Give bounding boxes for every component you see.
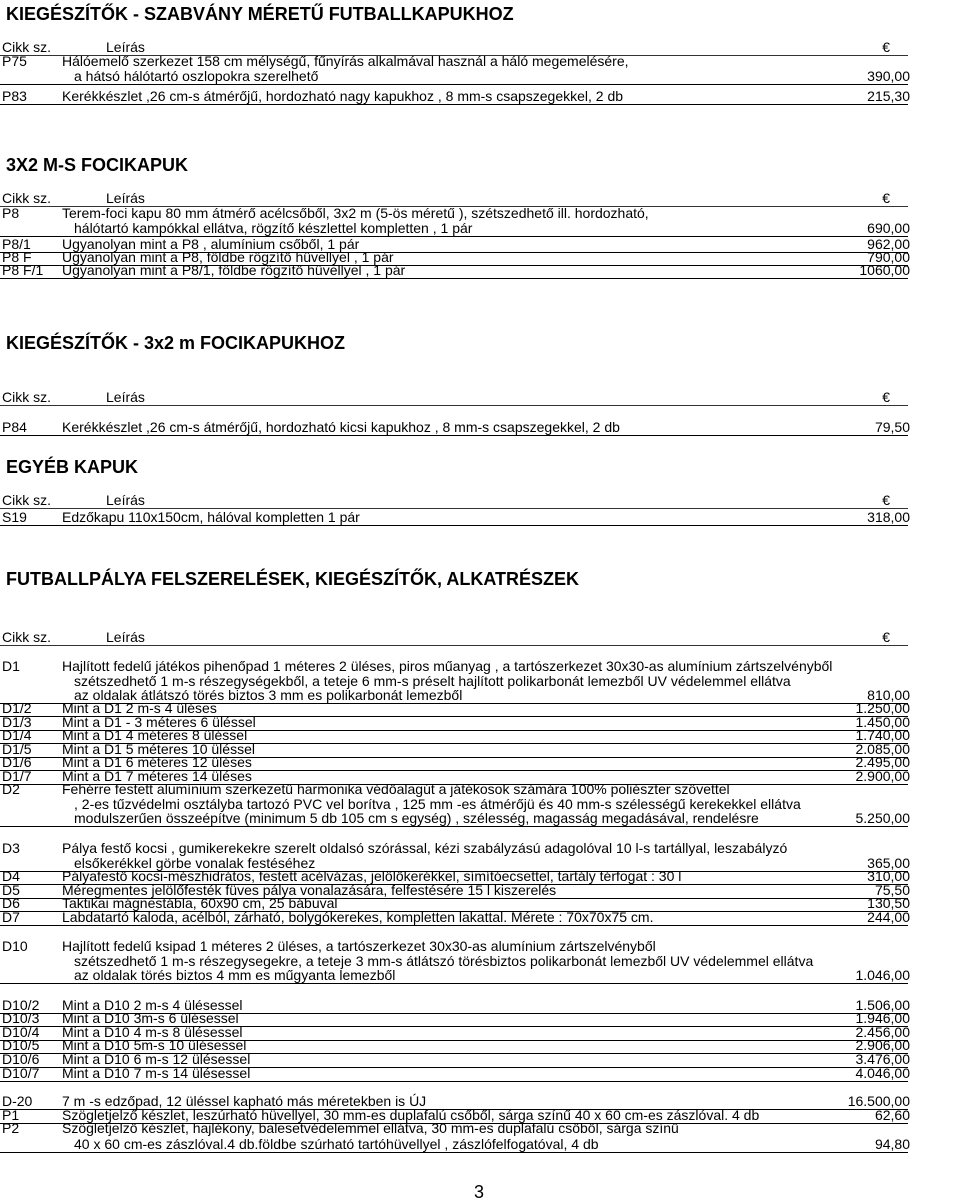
item-price: 310,00 [867, 868, 910, 884]
page-number: 3 [474, 1182, 485, 1202]
item-price: 1060,00 [859, 262, 910, 278]
row-divider [0, 525, 908, 526]
item-code: P8/1 [2, 236, 31, 252]
column-header-code: Cikk sz. [2, 190, 51, 206]
column-header-description: Leírás [106, 39, 145, 55]
item-price: 690,00 [867, 220, 910, 236]
item-code: P75 [2, 53, 27, 69]
row-divider [0, 84, 908, 85]
row-divider [0, 104, 908, 105]
item-price: 130,50 [867, 895, 910, 911]
item-description-line: Pályafestő kocsi-mészhidrátos, festett acélvázas, jelölőkerékkel, símítóecsettel, tartály térfogat : 30 l [62, 868, 682, 884]
item-code: D4 [2, 868, 20, 884]
row-divider [0, 983, 908, 984]
currency-symbol: € [882, 629, 890, 645]
item-code: D10/6 [2, 1051, 40, 1067]
item-price: 1.450,00 [855, 714, 910, 730]
column-header-description: Leírás [106, 492, 145, 508]
item-price: 2.906,00 [855, 1037, 910, 1053]
item-description-line: Ugyanolyan mint a P8, földbe rögzítő hüvellyel , 1 pár [62, 249, 394, 265]
item-description-line: az oldalak törés biztos 4 mm es műgyanta lemezből [74, 967, 396, 983]
item-code: D10/3 [2, 1010, 40, 1026]
item-code: D10/4 [2, 1024, 40, 1040]
item-code: P8 F [2, 249, 32, 265]
item-description-line: Mint a D10 6 m-s 12 ülésessel [62, 1051, 251, 1067]
item-description-line: modulszerűen összeépítve (minimum 5 db 105 cm s egység) , szélesség, magasság megadásával, rendelésre [74, 810, 759, 826]
item-description-line: Mint a D10 2 m-s 4 ülésessel [62, 997, 243, 1013]
item-code: D10/5 [2, 1037, 40, 1053]
item-code: D3 [2, 840, 20, 856]
item-price: 1.946,00 [855, 1010, 910, 1026]
item-price: 2.900,00 [855, 768, 910, 784]
item-price: 3.476,00 [855, 1051, 910, 1067]
item-code: D10/2 [2, 997, 40, 1013]
section-title: EGYÉB KAPUK [6, 457, 139, 477]
item-code: D2 [2, 781, 20, 797]
item-code: D1/7 [2, 768, 32, 784]
item-code: D5 [2, 882, 20, 898]
item-code: D1/2 [2, 700, 32, 716]
row-divider [0, 278, 908, 279]
item-price: 790,00 [867, 249, 910, 265]
item-description-line: Ugyanolyan mint a P8 , alumínium csőből, 1 pár [62, 236, 360, 252]
column-header-code: Cikk sz. [2, 389, 51, 405]
item-code: D7 [2, 909, 20, 925]
section-title: 3X2 M-S FOCIKAPUK [6, 155, 189, 175]
column-header-code: Cikk sz. [2, 39, 51, 55]
item-price: 390,00 [867, 68, 910, 84]
item-price: 1.740,00 [855, 727, 910, 743]
item-price: 244,00 [867, 909, 910, 925]
item-price: 16.500,00 [847, 1093, 910, 1109]
item-code: D-20 [2, 1093, 33, 1109]
item-code: D6 [2, 895, 20, 911]
row-divider [0, 1081, 908, 1082]
item-description-line: hálótartó kampókkal ellátva, rögzítő készlettel kompletten , 1 pár [74, 220, 473, 236]
item-code: D1/5 [2, 741, 32, 757]
item-description-line: Taktikai mágnestábla, 60x90 cm, 25 bábuval [62, 895, 338, 911]
item-price: 94,80 [874, 1136, 910, 1152]
item-price: 4.046,00 [855, 1065, 910, 1081]
item-description-line: elsőkerékkel görbe vonalak festéséhez [74, 855, 316, 871]
column-header-code: Cikk sz. [2, 629, 51, 645]
item-description-line: , 2-es tűzvédelmi osztályba tartozó PVC vel borítva , 125 mm -es átmérőjü és 40 mm-s szélességű kerekekkel ellátva [74, 796, 801, 812]
item-code: P84 [2, 419, 27, 435]
item-code: P8 [2, 205, 20, 221]
item-description-line: Mint a D1 - 3 méteres 6 üléssel [62, 714, 256, 730]
row-divider [0, 1152, 908, 1153]
item-price: 2.495,00 [855, 754, 910, 770]
item-code: D10 [2, 938, 28, 954]
item-description-line: Mint a D1 6 méteres 12 üléses [62, 754, 252, 770]
item-code: D10/7 [2, 1065, 40, 1081]
row-divider [0, 645, 908, 646]
item-description-line: az oldalak átlátszó törés biztos 3 mm es polikarbonát lemezből [74, 687, 463, 703]
item-description-line: szétszedhető 1 m-s részegysegekre, a teteje 3 mm-s átlátszó törésbiztos polikarbonát lemezből UV védelemmel ellátva [74, 953, 814, 969]
item-description-line: 40 x 60 cm-es zászlóval.4 db.földbe szúrható tartóhüvellyel , zászlófelfogatóval, 4 db [74, 1136, 599, 1152]
item-description-line: Mint a D10 5m-s 10 ülésessel [62, 1037, 247, 1053]
item-description-line: Kerékkészlet ,26 cm-s átmérőjű, hordozható kicsi kapukhoz , 8 mm-s csapszegekkel, 2 db [62, 419, 620, 435]
column-header-description: Leírás [106, 389, 145, 405]
item-description-line: Mint a D1 2 m-s 4 üléses [62, 700, 217, 716]
item-code: P8 F/1 [2, 262, 44, 278]
item-description-line: Szögletjelző készlet, leszúrható hüvellyel, 30 mm-es duplafalú csőből, sárga színű 40 x 60 cm-es zászlóval. 4 db [62, 1107, 760, 1123]
item-price: 1.506,00 [855, 997, 910, 1013]
item-description-line: Edzőkapu 110x150cm, hálóval kompletten 1 pár [62, 509, 360, 525]
item-description-line: Mint a D1 7 méteres 14 üléses [62, 768, 252, 784]
item-code: D1/6 [2, 754, 32, 770]
item-code: D1 [2, 658, 20, 674]
item-description-line: Mint a D10 7 m-s 14 ülésessel [62, 1065, 251, 1081]
row-divider [0, 925, 908, 926]
item-price: 1.046,00 [855, 967, 910, 983]
item-description-line: a hátsó hálótartó oszlopokra szerelhető [74, 68, 319, 84]
item-description-line: Pálya festő kocsi , gumikerekekre szerelt oldalsó szórással, kézi szabályzású adagolóval 10 l-s tartállyal, leszabályzó [62, 840, 788, 856]
item-description-line: Fehérre festett alumínium szerkezetű harmonika védőalagút a játékosok számára 100% poliészter szövettel [62, 781, 730, 797]
item-price: 2.456,00 [855, 1024, 910, 1040]
item-price: 75,50 [874, 882, 910, 898]
item-description-line: Labdatartó kaloda, acélból, zárható, bolygókerekes, kompletten lakattal. Mérete : 70x70x75 cm. [62, 909, 654, 925]
item-description-line: Hajlított fedelű játékos pihenőpad 1 méteres 2 üléses, piros műanyag , a tartószerkezet 30x30-as alumínium zártszelvényből [62, 658, 833, 674]
currency-symbol: € [882, 492, 890, 508]
item-price: 810,00 [867, 687, 910, 703]
item-code: P1 [2, 1107, 20, 1123]
item-code: D1/4 [2, 727, 32, 743]
column-header-code: Cikk sz. [2, 492, 51, 508]
item-code: S19 [2, 509, 27, 525]
column-header-description: Leírás [106, 190, 145, 206]
item-description-line: Mint a D10 4 m-s 8 ülésessel [62, 1024, 243, 1040]
row-divider [0, 405, 908, 406]
item-description-line: Ugyanolyan mint a P8/1, földbe rögzítő hüvellyel , 1 pár [62, 262, 406, 278]
item-description-line: Kerékkészlet ,26 cm-s átmérőjű, hordozható nagy kapukhoz , 8 mm-s csapszegekkel, 2 db [62, 88, 624, 104]
item-description-line: Terem-foci kapu 80 mm átmérő acélcsőből, 3x2 m (5-ös méretű ), szétszedhető ill. hordozható, [62, 205, 649, 221]
currency-symbol: € [882, 39, 890, 55]
item-price: 62,60 [874, 1107, 910, 1123]
item-price: 79,50 [874, 419, 910, 435]
currency-symbol: € [882, 389, 890, 405]
item-description-line: Mint a D10 3m-s 6 ülésessel [62, 1010, 239, 1026]
column-header-description: Leírás [106, 629, 145, 645]
item-description-line: Szögletjelző készlet, hajlékony, balesetvédelemmel ellátva, 30 mm-es duplafalú csőből, sárga színű [62, 1120, 679, 1136]
item-price: 5.250,00 [855, 810, 910, 826]
section-title: KIEGÉSZÍTŐK - 3x2 m FOCIKAPUKHOZ [6, 333, 346, 353]
item-description-line: 7 m -s edzőpad, 12 üléssel kapható más méretekben is ÚJ [62, 1093, 427, 1109]
item-code: P83 [2, 88, 27, 104]
item-description-line: Méregmentes jelölőfesték füves pálya vonalazására, felfestésére 15 l kiszerelés [62, 882, 557, 898]
currency-symbol: € [882, 190, 890, 206]
row-divider [0, 826, 908, 827]
section-title: KIEGÉSZÍTŐK - SZABVÁNY MÉRETŰ FUTBALLKAPUKHOZ [6, 4, 514, 24]
item-price: 962,00 [867, 236, 910, 252]
item-price: 1.250,00 [855, 700, 910, 716]
item-description-line: Hajlított fedelű ksipad 1 méteres 2 üléses, a tartószerkezet 30x30-as alumínium zártszelvényből [62, 938, 656, 954]
item-description-line: Mint a D1 4 méteres 8 üléssel [62, 727, 248, 743]
item-price: 215,30 [867, 88, 910, 104]
row-divider [0, 435, 908, 436]
item-price: 2.085,00 [855, 741, 910, 757]
item-price: 365,00 [867, 855, 910, 871]
item-code: D1/3 [2, 714, 32, 730]
item-price: 318,00 [867, 509, 910, 525]
item-description-line: Hálóemelő szerkezet 158 cm mélységű, fűnyírás alkalmával használ a háló megemelésére, [62, 53, 629, 69]
item-code: P2 [2, 1120, 20, 1136]
item-description-line: szétszedhető 1 m-s részegységekből, a teteje 6 mm-s préselt hajlított polikarbonát lemezből UV védelemmel ellátva [74, 673, 791, 689]
section-title: FUTBALLPÁLYA FELSZERELÉSEK, KIEGÉSZÍTŐK, ALKATRÉSZEK [6, 569, 580, 589]
item-description-line: Mint a D1 5 méteres 10 üléssel [62, 741, 255, 757]
